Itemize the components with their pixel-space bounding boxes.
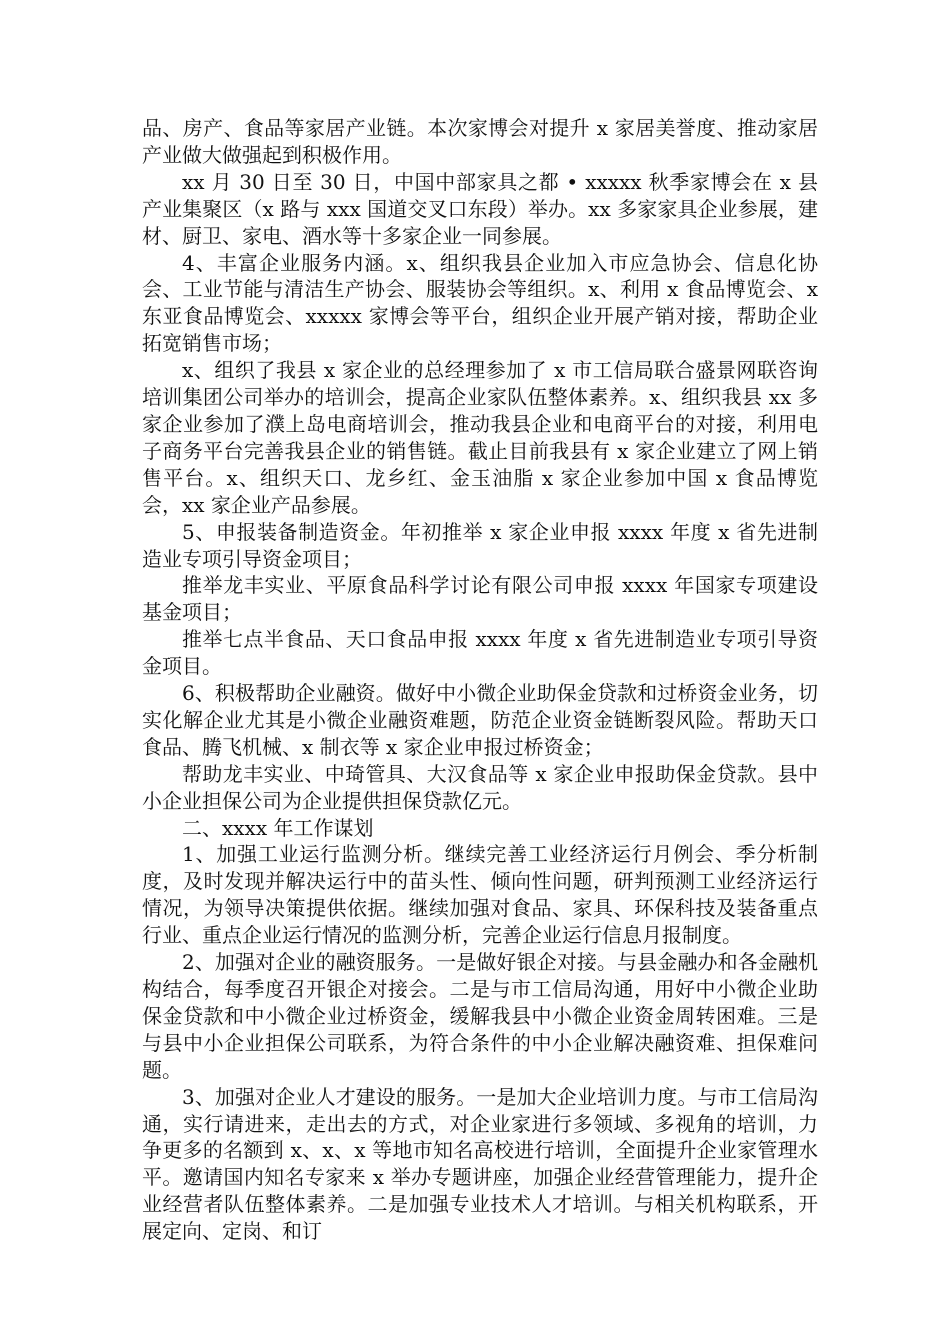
paragraph-8: 6、积极帮助企业融资。做好中小微企业助保金贷款和过桥资金业务，切实化解企业尤其是小微企业融资难题，防范企业资金链断裂风险。帮助天口食品、腾飞机械、x 制衣等 x 家企业申报过桥资金；: [142, 681, 818, 759]
section-heading: 二、xxxx 年工作谋划: [182, 815, 374, 840]
paragraph-6: 推举龙丰实业、平原食品科学讨论有限公司申报 xxxx 年国家专项建设基金项目；: [142, 573, 818, 625]
paragraph-12: 2、加强对企业的融资服务。一是做好银企对接。与县金融办和各金融机构结合，每季度召开银企对接会。二是与市工信局沟通，用好中小微企业助保金贷款和中小微企业过桥资金，缓解我县中小微企业资金周转困难。三是与县中小企业担保公司联系，为符合条件的中小企业解决融资难、担保难问题。: [142, 950, 818, 1082]
paragraph-2: xx 月 30 日至 30 日，中国中部家具之都 • xxxxx 秋季家博会在 x 县产业集聚区（x 路与 xxx 国道交叉口东段）举办。xx 多家家具企业参展，建材、厨卫、家电、酒水等十多家企业一同参展。: [142, 169, 818, 248]
paragraph-3: 4、丰富企业服务内涵。x、组织我县企业加入市应急协会、信息化协会、工业节能与清洁生产协会、服装协会等组织。x、利用 x 食品博览会、x 东亚食品博览会、xxxxx 家博会等平台，组织企业开展产销对接，帮助企业拓宽销售市场；: [142, 250, 818, 356]
paragraph-7: 推举七点半食品、天口食品申报 xxxx 年度 x 省先进制造业专项引导资金项目。: [142, 627, 818, 679]
paragraph-13: 3、加强对企业人才建设的服务。一是加大企业培训力度。与市工信局沟通，实行请进来，走出去的方式，对企业家进行多领域、多视角的培训，力争更多的名额到 x、x、x 等地市知名高校进行培训，全面提升企业家管理水平。邀请国内知名专家来 x 举办专题讲座，加强企业经营管理能力，提升企业经营者队伍整体素养。二是加强专业技术人才培训。与相关机构联系，开展定向、定岗、和订: [142, 1084, 818, 1244]
paragraph-9: 帮助龙丰实业、中琦管具、大汉食品等 x 家企业申报助保金贷款。县中小企业担保公司为企业提供担保贷款亿元。: [142, 761, 818, 813]
paragraph-5: 5、申报装备制造资金。年初推举 x 家企业申报 xxxx 年度 x 省先进制造业专项引导资金项目；: [142, 519, 818, 571]
paragraph-11: 1、加强工业运行监测分析。继续完善工业经济运行月例会、季分析制度，及时发现并解决运行中的苗头性、倾向性问题，研判预测工业经济运行情况，为领导决策提供依据。继续加强对食品、家具、环保科技及装备重点行业、重点企业运行情况的监测分析，完善企业运行信息月报制度。: [142, 842, 818, 948]
paragraph-4: x、组织了我县 x 家企业的总经理参加了 x 市工信局联合盛景网联咨询培训集团公司举办的培训会，提高企业家队伍整体素养。x、组织我县 xx 多家企业参加了濮上岛电商培训会，推动我县企业和电商平台的对接，利用电子商务平台完善我县企业的销售链。截止目前我县有 x 家企业建立了网上销售平台。x、组织天口、龙乡红、金玉油脂 x 家企业参加中国 x 食品博览会，xx 家企业产品参展。: [142, 358, 818, 517]
document-body: [142, 115, 818, 1245]
paragraph-1: 品、房产、食品等家居产业链。本次家博会对提升 x 家居美誉度、推动家居产业做大做强起到积极作用。: [142, 116, 818, 167]
